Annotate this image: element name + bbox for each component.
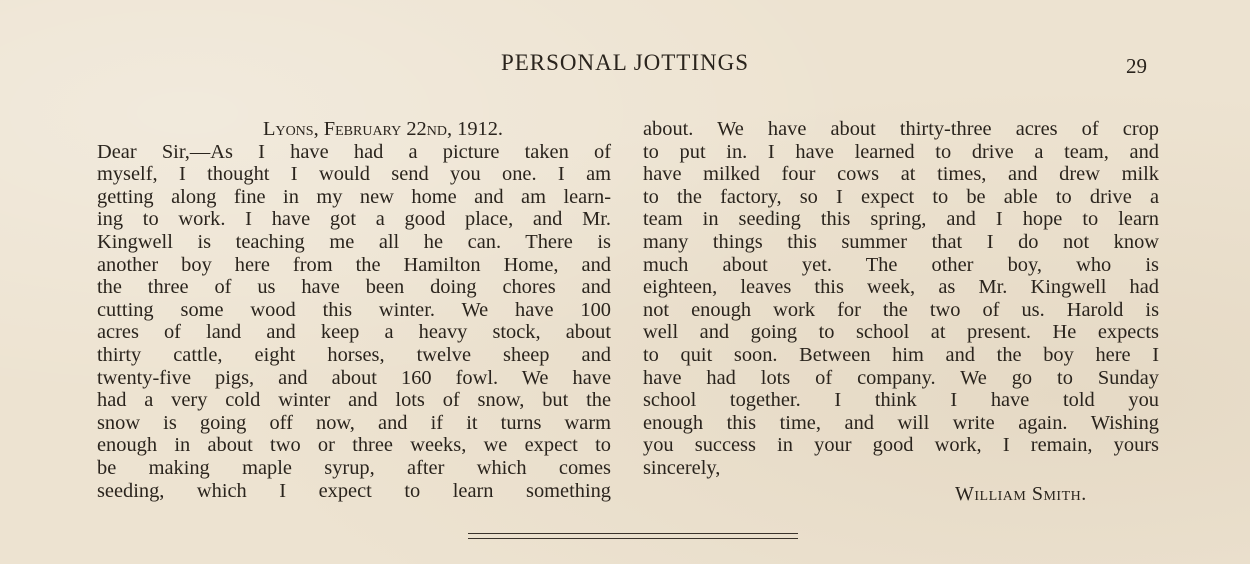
letter-line: cutting some wood this winter. We have 100: [97, 298, 611, 321]
letter-right-column: [643, 118, 1159, 480]
letter-line: many things this summer that I do not know: [643, 230, 1159, 253]
letter-line: getting along fine in my new home and am learn-: [97, 185, 611, 208]
section-divider: [468, 538, 798, 539]
letter-line: not enough work for the two of us. Harold is: [643, 298, 1159, 321]
letter-line: eighteen, leaves this week, as Mr. Kingwell had: [643, 276, 1159, 299]
letter-line: snow is going off now, and if it turns warm: [97, 411, 611, 434]
letter-line: to quit soon. Between him and the boy here I: [643, 343, 1159, 366]
letter-line: another boy here from the Hamilton Home, and: [97, 253, 611, 276]
letter-line: acres of land and keep a heavy stock, about: [97, 321, 611, 344]
letter-line: have had lots of company. We go to Sunday: [643, 366, 1159, 389]
letter-line: thirty cattle, eight horses, twelve sheep and: [97, 343, 611, 366]
letter-line: enough in about two or three weeks, we expect to: [97, 434, 611, 457]
letter-line: Dear Sir,—As I have had a picture taken of: [97, 140, 611, 163]
letter-line: team in seeding this spring, and I hope to learn: [643, 208, 1159, 231]
letter-signature: William Smith.: [955, 483, 1087, 505]
letter-line: sincerely,: [643, 456, 721, 479]
letter-line: have milked four cows at times, and drew milk: [643, 163, 1159, 186]
letter-line: be making maple syrup, after which comes: [97, 456, 611, 479]
letter-line: school together. I think I have told you: [643, 389, 1159, 412]
letter-line: seeding, which I expect to learn something: [97, 479, 611, 502]
page-number: 29: [1126, 54, 1147, 78]
letter-line: much about yet. The other boy, who is: [643, 253, 1159, 276]
section-divider: [468, 533, 798, 534]
letter-line: enough this time, and will write again. Wishing: [643, 411, 1159, 434]
letter-left-column: [97, 118, 611, 502]
letter-line: twenty-five pigs, and about 160 fowl. We have: [97, 366, 611, 389]
letter-line: had a very cold winter and lots of snow, but the: [97, 389, 611, 412]
letter-line: to the factory, so I expect to be able to drive a: [643, 185, 1159, 208]
letter-line: about. We have about thirty-three acres of crop: [643, 118, 1159, 140]
letter-line: the three of us have been doing chores and: [97, 276, 611, 299]
letter-line: ing to work. I have got a good place, and Mr.: [97, 208, 611, 231]
letter-line: myself, I thought I would send you one. I am: [97, 163, 611, 186]
letter-dateline: Lyons, February 22nd, 1912.: [263, 118, 504, 140]
letter-line: you success in your good work, I remain, yours: [643, 434, 1159, 457]
letter-line: Kingwell is teaching me all he can. There is: [97, 230, 611, 253]
running-title: PERSONAL JOTTINGS: [500, 50, 750, 75]
letter-line: to put in. I have learned to drive a team, and: [643, 140, 1159, 163]
letter-line: well and going to school at present. He expects: [643, 321, 1159, 344]
